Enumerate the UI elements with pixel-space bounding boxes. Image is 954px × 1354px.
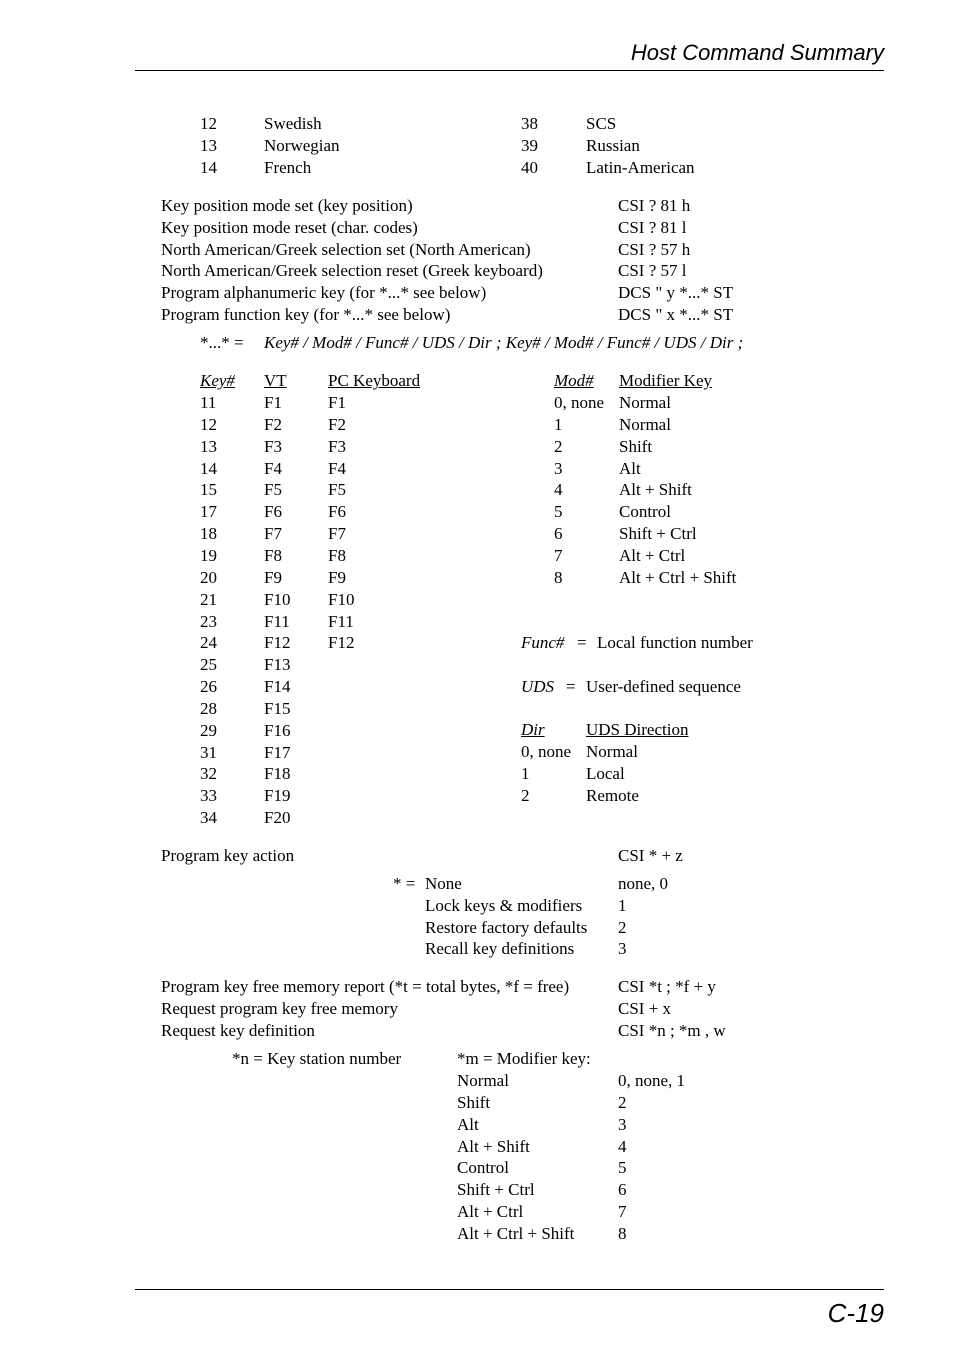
key-table-cell: 13 [200,436,217,456]
key-table-cell: 29 [200,720,217,740]
func-equals: = [577,633,587,652]
command-sequence: DCS " y *...* ST [618,283,734,303]
key-table-header: VT [264,371,287,390]
key-table-cell: F4 [328,458,346,478]
key-table-cell: 26 [200,677,217,697]
func-description: Local function number [597,633,753,652]
command-sequence: CSI + x [618,999,672,1018]
mod-number: 3 [554,458,563,478]
key-table-cell: 14 [200,458,217,478]
modifier-name: Alt + Shift [457,1136,530,1156]
modifier-key: Shift [619,436,653,456]
modifier-key: Control [619,502,671,522]
key-table-cell: F1 [328,393,346,412]
key-table-cell: F10 [264,589,291,609]
language-name: Norwegian [264,136,340,155]
modifier-key: Shift + Ctrl [619,524,697,544]
modifier-key: Normal [619,414,671,434]
modifier-name: Shift + Ctrl [457,1180,535,1200]
language-name: Russian [586,136,640,155]
action-option: None [425,874,462,893]
key-table-cell: F5 [264,480,282,500]
action-option: Restore factory defaults [425,917,588,937]
key-table-cell: 25 [200,655,217,675]
key-table-cell: 20 [200,567,217,587]
uds-description: User-defined sequence [586,677,741,696]
modifier-code: 4 [618,1136,627,1156]
key-table-cell: 31 [200,742,217,762]
mod-table-header: Modifier Key [619,371,713,390]
command-description: Program alphanumeric key (for *...* see below) [161,283,487,303]
command-sequence: CSI ? 81 l [618,217,687,237]
modifier-key: Alt + Ctrl + Shift [619,567,737,587]
action-option: Recall key definitions [425,939,575,959]
language-code: 38 [521,114,538,133]
key-table-cell: F16 [264,720,291,740]
func-term: Func# [521,633,565,652]
key-table-cell: 15 [200,480,217,500]
modifier-key: Alt [619,458,641,478]
command-description: Request key definition [161,1021,315,1040]
key-table-cell: F15 [264,698,291,718]
key-table-cell: F6 [264,502,282,522]
key-table-cell: F11 [328,611,354,631]
modifier-name: Shift [457,1092,491,1112]
key-table-cell: 21 [200,589,217,609]
key-table-cell: F4 [264,458,282,478]
modifier-name: Alt [457,1114,479,1134]
action-star-label: * = [393,874,416,893]
key-table-cell: F9 [328,567,346,587]
header-rule [135,70,884,71]
command-description: Key position mode reset (char. codes) [161,217,418,237]
mod-table-header: Mod# [554,371,594,390]
key-table-cell: F3 [328,436,346,456]
modifier-key: Alt + Shift [619,480,692,500]
dir-table-header: UDS Direction [586,720,689,739]
key-table-cell: 24 [200,633,217,653]
mod-number: 6 [554,524,563,544]
language-code: 14 [200,158,217,177]
language-code: 39 [521,136,538,155]
modifier-code: 5 [618,1158,627,1178]
modifier-code: 7 [618,1202,627,1222]
modifier-name: Alt + Ctrl [457,1202,524,1222]
dir-table-header: Dir [521,720,545,739]
key-table-cell: F6 [328,502,346,522]
format-label: *...* = [200,333,244,352]
command-description: Key position mode set (key position) [161,196,413,215]
key-table-cell: 19 [200,545,217,565]
key-table-cell: 11 [200,393,217,412]
action-value: 2 [618,917,627,937]
page-header-title: Host Command Summary [630,40,884,65]
command-description: North American/Greek selection reset (Greek keyboard) [161,261,543,281]
action-value: 3 [618,939,627,959]
modifier-code: 0, none, 1 [618,1071,686,1090]
key-table-cell: F20 [264,808,291,828]
command-sequence: CSI * + z [618,846,683,865]
key-table-cell: F13 [264,655,291,675]
command-sequence: CSI *n ; *m , w [618,1021,726,1040]
modifier-code: 6 [618,1180,627,1200]
uds-term: UDS [521,677,555,696]
footer-rule [135,1289,884,1290]
key-table-cell: 17 [200,502,217,522]
key-station-label: *n = Key station number [232,1049,402,1068]
command-description: Program function key (for *...* see below) [161,305,451,324]
key-table-cell: F7 [328,524,346,544]
modifier-code: 2 [618,1092,627,1112]
language-name: SCS [586,114,617,133]
modifier-key: Alt + Ctrl [619,545,686,565]
mod-number: 4 [554,480,563,500]
language-code: 12 [200,114,217,133]
command-description: Program key action [161,846,295,865]
key-table-cell: F2 [264,414,282,434]
mod-number: 1 [554,414,563,434]
key-table-cell: F17 [264,742,291,762]
dir-direction: Normal [586,742,638,761]
key-table-cell: 18 [200,524,217,544]
action-option: Lock keys & modifiers [425,895,583,915]
command-sequence: CSI ? 57 h [618,239,691,259]
command-description: Request program key free memory [161,999,398,1018]
key-table-cell: 23 [200,611,217,631]
key-table-cell: F12 [328,633,355,653]
key-table-header: PC Keyboard [328,371,421,390]
key-table-cell: F14 [264,677,291,697]
key-table-cell: F10 [328,589,355,609]
dir-value: 2 [521,786,530,805]
key-table-cell: F8 [264,545,282,565]
key-table-cell: F19 [264,786,291,806]
command-description: North American/Greek selection set (North American) [161,239,531,259]
command-sequence: CSI ? 57 l [618,261,687,281]
mod-number: 2 [554,436,563,456]
modifier-code: 8 [618,1223,627,1243]
dir-direction: Remote [586,786,639,805]
key-table-cell: F11 [264,611,290,631]
key-table-cell: F2 [328,414,346,434]
dir-direction: Local [586,764,625,783]
mod-number: 7 [554,545,563,565]
key-table-cell: F9 [264,567,282,587]
key-table-cell: 32 [200,764,217,784]
key-table-cell: F5 [328,480,346,500]
modifier-name: Alt + Ctrl + Shift [457,1223,575,1243]
key-table-cell: F18 [264,764,291,784]
modifier-key-label: *m = Modifier key: [457,1049,591,1068]
mod-number: 0, none [554,393,605,412]
mod-number: 8 [554,567,563,587]
dir-value: 0, none [521,742,572,761]
command-description: Program key free memory report (*t = total bytes, *f = free) [161,977,570,996]
modifier-code: 3 [618,1114,627,1134]
mod-number: 5 [554,502,563,522]
key-table-cell: 34 [200,808,217,828]
key-table-header: Key# [200,371,235,390]
modifier-name: Normal [457,1071,509,1090]
format-value: Key# / Mod# / Func# / UDS / Dir ; Key# / Mod# / Func# / UDS / Dir ; [264,333,744,352]
key-table-cell: F1 [264,393,282,412]
key-table-cell: F7 [264,524,282,544]
key-table-cell: 28 [200,698,217,718]
uds-equals: = [566,677,576,696]
language-name: Latin-American [586,158,695,177]
key-table-cell: F3 [264,436,282,456]
language-code: 40 [521,158,538,177]
key-table-cell: F8 [328,545,346,565]
key-table-cell: 33 [200,786,217,806]
key-table-cell: F12 [264,633,291,653]
command-sequence: DCS " x *...* ST [618,305,734,324]
key-table-cell: 12 [200,414,217,434]
command-sequence: CSI *t ; *f + y [618,977,716,996]
dir-value: 1 [521,764,530,783]
language-name: Swedish [264,114,322,133]
language-name: French [264,158,312,177]
command-sequence: CSI ? 81 h [618,196,691,215]
action-value: none, 0 [618,874,669,893]
action-value: 1 [618,895,627,915]
page-number: C-19 [827,1298,884,1328]
language-code: 13 [200,136,217,155]
modifier-name: Control [457,1158,509,1178]
modifier-key: Normal [619,393,671,412]
